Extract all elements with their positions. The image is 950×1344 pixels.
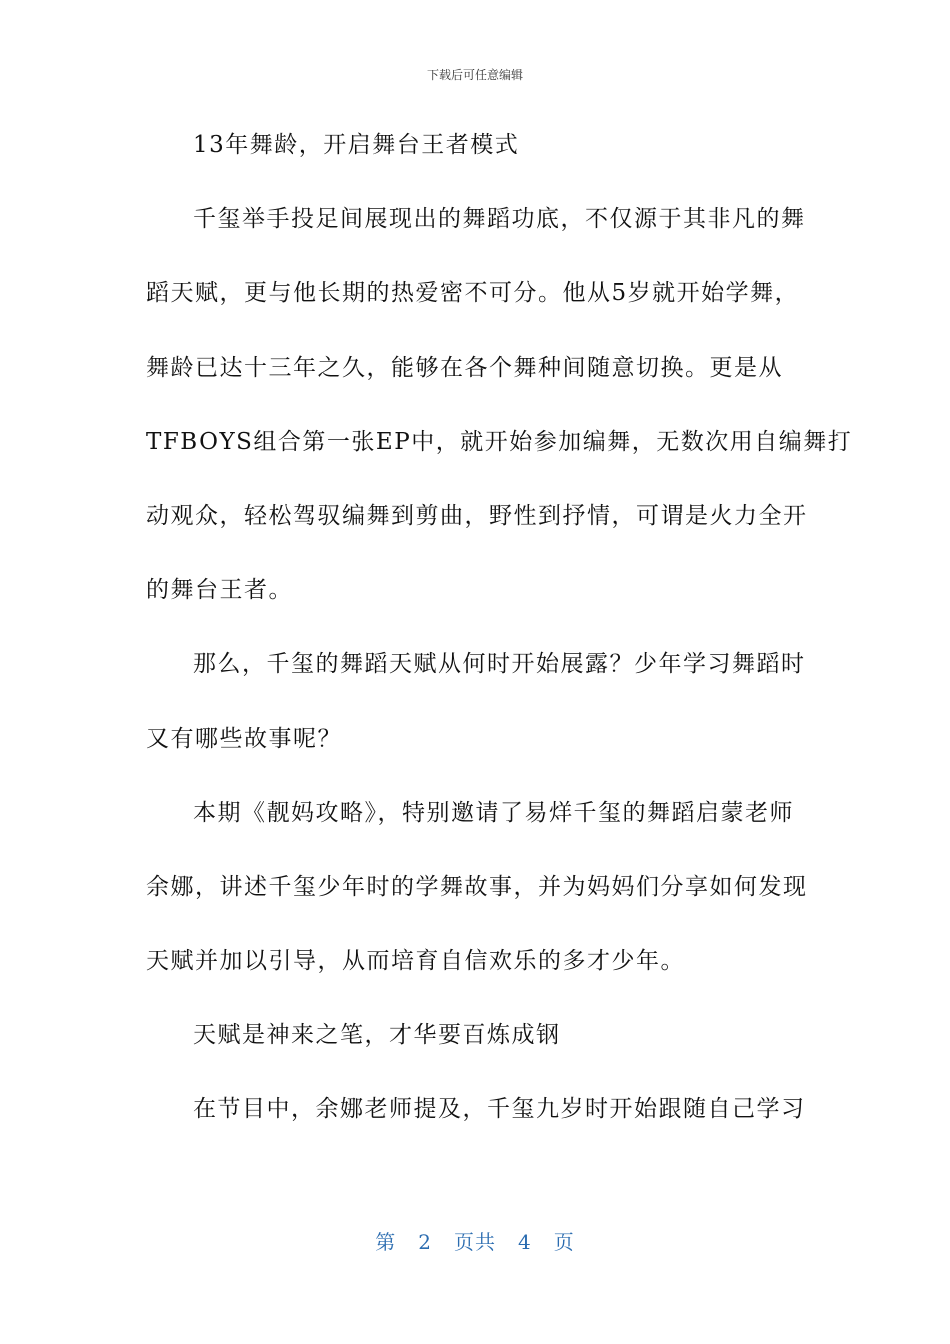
footer-di: 第 — [375, 1230, 397, 1254]
paragraph-line: TFBOYS组合第一张EP中，就开始参加编舞，无数次用自编舞打 — [146, 428, 853, 455]
paragraph-line: 天赋并加以引导，从而培育自信欢乐的多才少年。 — [146, 948, 685, 975]
paragraph-line: 蹈天赋，更与他长期的热爱密不可分。他从5岁就开始学舞， — [146, 280, 800, 307]
footer-total-pages: 4 — [518, 1230, 532, 1254]
page-number-footer — [0, 1226, 950, 1255]
paragraph-line: 的舞台王者。 — [146, 577, 293, 604]
body-text — [146, 119, 853, 1158]
paragraph-line: 本期《靓妈攻略》，特别邀请了易烊千玺的舞蹈启蒙老师 — [193, 799, 794, 826]
footer-current-page: 2 — [418, 1230, 432, 1254]
paragraph-line: 又有哪些故事呢？ — [146, 725, 342, 752]
paragraph-line: 余娜，讲述千玺少年时的学舞故事，并为妈妈们分享如何发现 — [146, 873, 808, 900]
footer-ye-gong: 页共 — [454, 1230, 496, 1254]
paragraph-line: 在节目中，余娜老师提及，千玺九岁时开始跟随自己学习 — [193, 1096, 806, 1123]
paragraph-line: 千玺举手投足间展现出的舞蹈功底，不仅源于其非凡的舞 — [193, 206, 806, 233]
paragraph-line: 舞龄已达十三年之久，能够在各个舞种间随意切换。更是从 — [146, 354, 783, 381]
paragraph-line: 天赋是神来之笔，才华要百炼成钢 — [193, 1022, 561, 1049]
paragraph-line: 那么，千玺的舞蹈天赋从何时开始展露？少年学习舞蹈时 — [193, 651, 806, 678]
paragraph-line: 动观众，轻松驾驭编舞到剪曲，野性到抒情，可谓是火力全开 — [146, 502, 808, 529]
paragraph-line: 13年舞龄，开启舞台王者模式 — [193, 132, 520, 158]
page-header-note: 下载后可任意编辑 — [426, 68, 523, 82]
footer-ye: 页 — [553, 1230, 575, 1254]
